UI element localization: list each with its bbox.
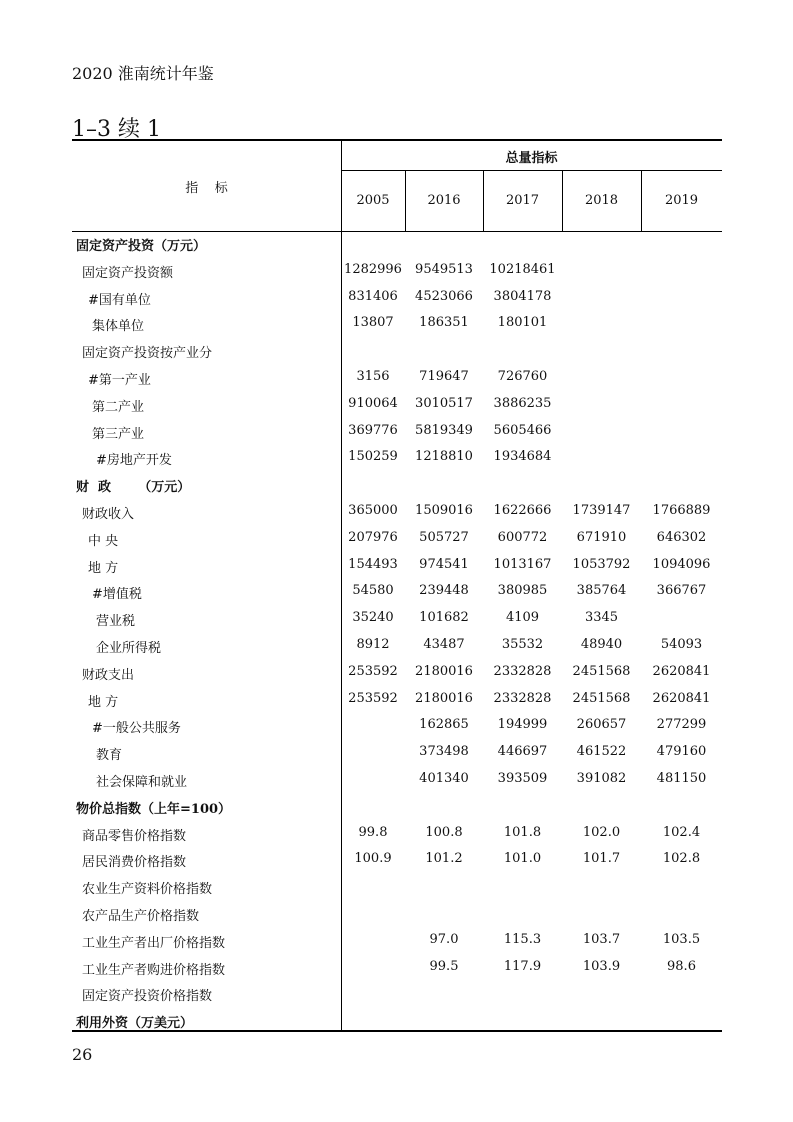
value-cell-2005: 35240 — [352, 610, 394, 626]
value-cell-2019: 2620841 — [652, 663, 711, 679]
value-cell-2005: 100.9 — [354, 851, 392, 867]
value-cell-2016: 505727 — [419, 529, 469, 545]
value-cell-2019: 98.6 — [667, 958, 696, 974]
year-header-2005: 2005 — [356, 193, 390, 208]
value-cell-2016: 3010517 — [415, 395, 473, 411]
value-cell-2018: 2451568 — [572, 690, 631, 706]
value-cell-2019: 103.5 — [662, 931, 701, 947]
value-cell-2019: 481150 — [656, 770, 707, 786]
table-row — [72, 713, 722, 740]
value-cell-2017: 180101 — [497, 315, 548, 331]
year-header-2017: 2017 — [505, 193, 540, 208]
table-title: 1–3 续 1 — [72, 117, 161, 142]
value-cell-2017: 1622666 — [493, 502, 552, 518]
value-cell-2017: 101.0 — [503, 851, 542, 867]
value-cell-2017: 4109 — [505, 610, 540, 626]
table-row — [72, 847, 722, 874]
page-header: 2020 淮南统计年鉴 — [72, 64, 214, 83]
row-label: 居民消费价格指数 — [82, 855, 187, 871]
value-cell-2016: 100.8 — [425, 824, 463, 840]
table-row — [72, 660, 722, 687]
row-label: 固定资产投资按产业分 — [82, 346, 213, 362]
year-header-2019: 2019 — [664, 193, 699, 208]
value-cell-2018: 671910 — [576, 529, 627, 545]
indicator-header: 指 标 — [185, 181, 228, 196]
table-row — [72, 901, 722, 928]
row-label: 地 方 — [88, 694, 119, 710]
table-row — [72, 1008, 722, 1035]
table-row — [72, 821, 722, 848]
value-cell-2018: 3345 — [584, 610, 619, 626]
value-cell-2017: 393509 — [497, 770, 548, 786]
year-header-2016: 2016 — [427, 193, 461, 208]
row-label: 社会保障和就业 — [96, 774, 188, 790]
value-cell-2017: 3804178 — [493, 288, 552, 304]
table-row — [72, 445, 722, 472]
table-row — [72, 419, 722, 446]
value-cell-2018: 2451568 — [572, 663, 631, 679]
table-row — [72, 526, 722, 553]
value-cell-2016: 99.5 — [429, 958, 459, 974]
value-cell-2017: 1934684 — [493, 449, 552, 465]
value-cell-2017: 3886235 — [493, 395, 552, 411]
table-row — [72, 392, 722, 419]
row-label: 财政收入 — [82, 506, 135, 522]
row-label: 地 方 — [88, 560, 119, 576]
table-row — [72, 928, 722, 955]
row-label: 中 央 — [88, 533, 119, 549]
value-cell-2016: 373498 — [419, 744, 469, 760]
value-cell-2019: 2620841 — [652, 690, 711, 706]
value-cell-2016: 43487 — [423, 636, 465, 652]
value-cell-2018: 260657 — [576, 717, 627, 733]
value-cell-2019: 1094096 — [652, 556, 711, 572]
table-row — [72, 311, 722, 338]
value-cell-2005: 253592 — [348, 663, 398, 679]
table-row — [72, 874, 722, 901]
value-cell-2005: 1282996 — [344, 261, 402, 277]
value-cell-2016: 2180016 — [415, 690, 473, 706]
value-cell-2016: 239448 — [419, 583, 469, 599]
row-label: 工业生产者购进价格指数 — [82, 962, 226, 978]
value-cell-2016: 4523066 — [415, 288, 473, 304]
row-label: 第三产业 — [92, 426, 145, 442]
value-cell-2017: 726760 — [497, 368, 548, 384]
value-cell-2017: 10218461 — [489, 261, 556, 277]
value-cell-2017: 2332828 — [493, 690, 552, 706]
value-cell-2018: 101.7 — [582, 851, 621, 867]
table-row — [72, 740, 722, 767]
value-cell-2005: 910064 — [348, 395, 398, 411]
value-cell-2005: 150259 — [348, 449, 398, 465]
value-cell-2018: 1053792 — [572, 556, 631, 572]
section-label: 利用外资（万美元） — [76, 1016, 194, 1032]
value-cell-2018: 48940 — [580, 636, 623, 652]
value-cell-2018: 461522 — [576, 744, 627, 760]
value-cell-2016: 97.0 — [429, 931, 459, 947]
table-row — [72, 472, 722, 499]
value-cell-2019: 277299 — [656, 717, 707, 733]
table-row — [72, 606, 722, 633]
value-cell-2005: 99.8 — [358, 824, 388, 840]
value-cell-2016: 401340 — [419, 770, 469, 786]
value-cell-2016: 162865 — [419, 717, 469, 733]
table-row — [72, 633, 722, 660]
value-cell-2017: 1013167 — [493, 556, 552, 572]
top-rule — [72, 139, 722, 141]
table-row — [72, 579, 722, 606]
value-cell-2017: 446697 — [497, 744, 548, 760]
row-label: #国有单位 — [88, 292, 151, 308]
value-cell-2018: 103.9 — [582, 958, 621, 974]
table-row — [72, 794, 722, 821]
row-label: 营业税 — [96, 614, 136, 630]
table-row — [72, 258, 722, 285]
value-cell-2018: 102.0 — [582, 824, 621, 840]
table-row — [72, 767, 722, 794]
value-cell-2018: 385764 — [576, 583, 627, 599]
row-label: 工业生产者出厂价格指数 — [82, 935, 226, 951]
value-cell-2017: 600772 — [497, 529, 548, 545]
group-header: 总量指标 — [505, 151, 558, 166]
value-cell-2018: 391082 — [576, 770, 627, 786]
row-label: #一般公共服务 — [92, 721, 181, 737]
table-body — [72, 231, 722, 1035]
value-cell-2005: 3156 — [356, 368, 390, 384]
section-label: 财 政 （万元） — [76, 480, 191, 496]
value-cell-2019: 366767 — [656, 583, 707, 599]
value-cell-2019: 102.8 — [662, 851, 701, 867]
value-cell-2017: 115.3 — [503, 931, 542, 947]
subheader-rule — [341, 170, 722, 171]
value-cell-2017: 2332828 — [493, 663, 552, 679]
value-cell-2005: 369776 — [348, 422, 398, 438]
row-label: 第二产业 — [92, 399, 145, 415]
row-label: 商品零售价格指数 — [82, 828, 187, 844]
row-label: 固定资产投资价格指数 — [82, 989, 213, 1005]
value-cell-2017: 194999 — [497, 717, 548, 733]
value-cell-2016: 101682 — [419, 610, 469, 626]
row-label: 财政支出 — [82, 667, 135, 683]
section-label: 固定资产投资（万元） — [76, 239, 207, 254]
value-cell-2016: 719647 — [419, 368, 469, 384]
row-label: #增值税 — [92, 587, 142, 603]
value-cell-2017: 5605466 — [493, 422, 552, 438]
value-cell-2005: 54580 — [352, 583, 394, 599]
row-label: 农业生产资料价格指数 — [82, 882, 213, 898]
value-cell-2017: 117.9 — [503, 958, 542, 974]
table-row — [72, 981, 722, 1008]
value-cell-2019: 1766889 — [652, 502, 711, 518]
table-row — [72, 285, 722, 312]
table-row — [72, 365, 722, 392]
value-cell-2016: 1218810 — [415, 449, 473, 465]
value-cell-2017: 35532 — [501, 636, 544, 652]
value-cell-2016: 2180016 — [415, 663, 473, 679]
value-cell-2019: 479160 — [656, 744, 707, 760]
value-cell-2016: 186351 — [419, 315, 469, 331]
value-cell-2017: 101.8 — [503, 824, 542, 840]
value-cell-2016: 974541 — [419, 556, 469, 572]
section-label: 物价总指数（上年=100） — [76, 801, 232, 817]
table-row — [72, 687, 722, 714]
value-cell-2016: 101.2 — [425, 851, 463, 867]
row-label: #房地产开发 — [96, 453, 172, 469]
value-cell-2016: 9549513 — [415, 261, 473, 277]
value-cell-2005: 253592 — [348, 690, 398, 706]
row-label: 集体单位 — [92, 319, 145, 335]
table-row — [72, 231, 722, 258]
row-label: 教育 — [96, 748, 123, 764]
value-cell-2005: 831406 — [348, 288, 398, 304]
row-label: 企业所得税 — [96, 640, 162, 656]
row-label: #第一产业 — [88, 372, 151, 388]
table-row — [72, 338, 722, 365]
page-number: 26 — [72, 1045, 93, 1064]
value-cell-2018: 103.7 — [582, 931, 621, 947]
year-header-2018: 2018 — [584, 193, 619, 208]
value-cell-2005: 8912 — [356, 636, 390, 652]
statistics-table — [72, 139, 722, 1032]
table-row — [72, 499, 722, 526]
value-cell-2019: 102.4 — [662, 824, 701, 840]
table-row — [72, 553, 722, 580]
row-label: 农产品生产价格指数 — [82, 908, 200, 924]
value-cell-2019: 646302 — [656, 529, 707, 545]
table-row — [72, 955, 722, 982]
value-cell-2016: 1509016 — [415, 502, 473, 518]
row-label: 固定资产投资额 — [82, 265, 174, 281]
value-cell-2017: 380985 — [497, 583, 548, 599]
value-cell-2005: 365000 — [348, 502, 398, 518]
value-cell-2005: 154493 — [348, 556, 398, 572]
value-cell-2016: 5819349 — [415, 422, 473, 438]
value-cell-2005: 207976 — [348, 529, 398, 545]
value-cell-2019: 54093 — [660, 636, 703, 652]
value-cell-2005: 13807 — [352, 315, 394, 331]
value-cell-2018: 1739147 — [572, 502, 631, 518]
